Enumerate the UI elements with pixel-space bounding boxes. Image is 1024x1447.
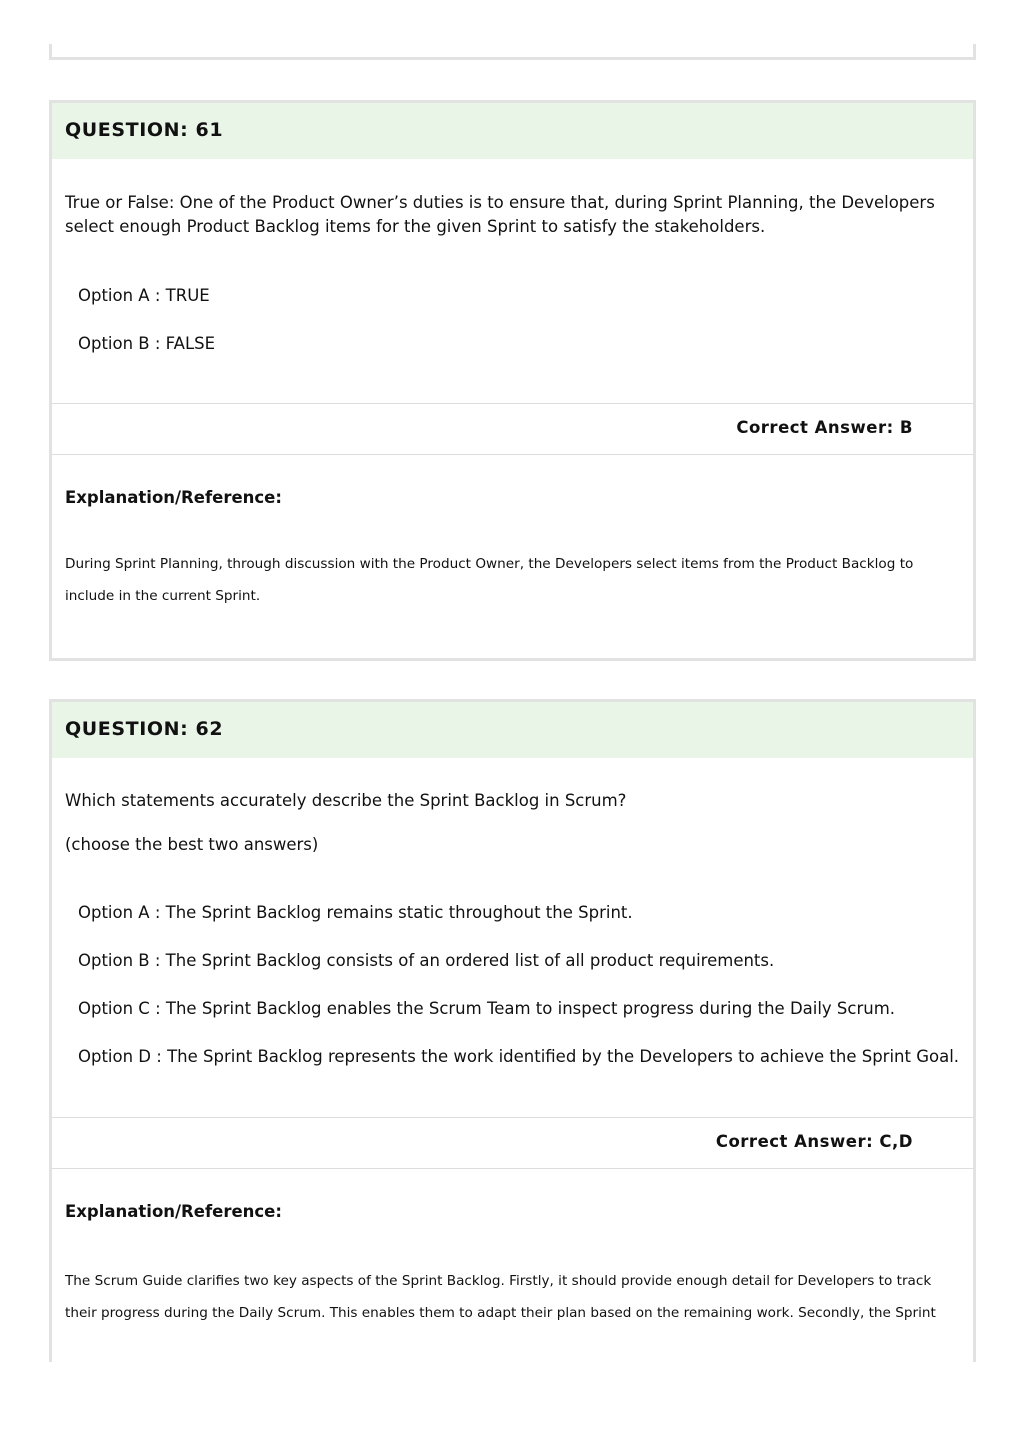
question-text: True or False: One of the Product Owner’s duties is to ensure that, during Sprint Planning, the Developers select enough Product Backlog items for the given Sprint to satisfy the stakeholders. [65,193,935,236]
option-a: Option A : The Sprint Backlog remains static throughout the Sprint. [78,903,633,922]
previous-card-bottom [49,44,976,60]
question-header: QUESTION: 61 [52,103,973,159]
option-a: Option A : TRUE [78,286,210,305]
question-card-61 [49,100,976,661]
option-b: Option B : The Sprint Backlog consists of an ordered list of all product requirements. [78,951,775,970]
explanation-title: Explanation/Reference: [65,1202,282,1221]
explanation-title: Explanation/Reference: [65,488,282,507]
divider [52,403,973,404]
question-card-62 [49,699,976,1362]
option-d: Option D : The Sprint Backlog represents the work identified by the Developers to achieve the Sprint Goal. [78,1047,960,1066]
question-header: QUESTION: 62 [52,702,973,758]
explanation-text: During Sprint Planning, through discussion with the Product Owner, the Developers select items from the Product Backlog to include in the current Sprint. [65,556,914,604]
option-b: Option B : FALSE [78,334,216,353]
option-c: Option C : The Sprint Backlog enables the Scrum Team to inspect progress during the Daily Scrum. [78,999,896,1018]
correct-answer: Correct Answer: C,D [715,1132,913,1151]
divider [52,454,973,455]
question-text: Which statements accurately describe the Sprint Backlog in Scrum? [65,791,627,810]
explanation-text: The Scrum Guide clarifies two key aspects of the Sprint Backlog. Firstly, it should provide enough detail for Developers to track their progress during the Daily Scrum. This enables them to adapt their plan based on the remaining work. Secondly, the Sprint [65,1273,936,1321]
question-instruction: (choose the best two answers) [65,835,319,854]
divider [52,1117,973,1118]
divider [52,1168,973,1169]
correct-answer: Correct Answer: B [736,418,913,437]
